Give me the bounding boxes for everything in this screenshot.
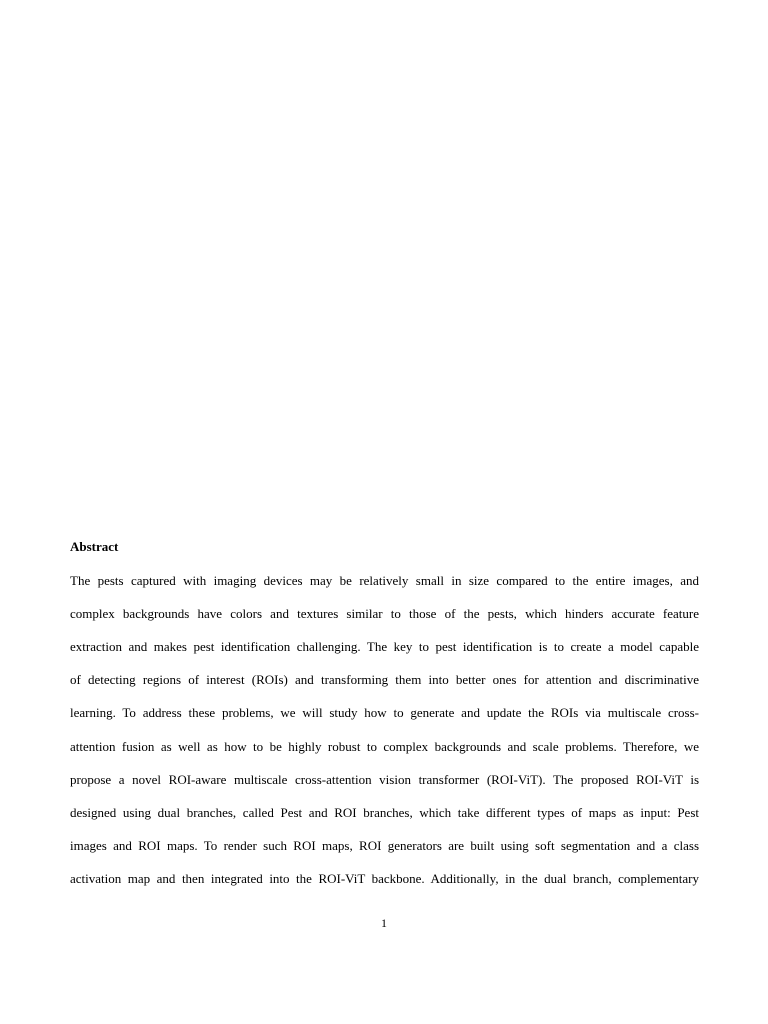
abstract-line: learning. To address these problems, we will study how to generate and update the ROIs via multiscale cross- xyxy=(70,705,699,720)
abstract-line: images and ROI maps. To render such ROI maps, ROI generators are built using soft segmentation and a class xyxy=(70,838,699,853)
abstract-line: designed using dual branches, called Pest and ROI branches, which take different types of maps as input: Pest xyxy=(70,805,699,820)
abstract-heading: Abstract xyxy=(70,539,119,554)
abstract-line: The pests captured with imaging devices may be relatively small in size compared to the entire images, and xyxy=(70,573,699,588)
abstract-line: complex backgrounds have colors and textures similar to those of the pests, which hinders accurate feature xyxy=(70,606,699,621)
abstract-line: attention fusion as well as how to be highly robust to complex backgrounds and scale problems. Therefore, we xyxy=(70,739,699,754)
abstract-line: activation map and then integrated into the ROI-ViT backbone. Additionally, in the dual branch, complementary xyxy=(70,871,699,886)
abstract-line: of detecting regions of interest (ROIs) and transforming them into better ones for attention and discriminative xyxy=(70,672,699,687)
page-number: 1 xyxy=(381,916,387,930)
abstract-line: propose a novel ROI-aware multiscale cross-attention vision transformer (ROI-ViT). The proposed ROI-ViT is xyxy=(70,772,699,787)
abstract-line: extraction and makes pest identification challenging. The key to pest identification is to create a model capable xyxy=(70,639,699,654)
